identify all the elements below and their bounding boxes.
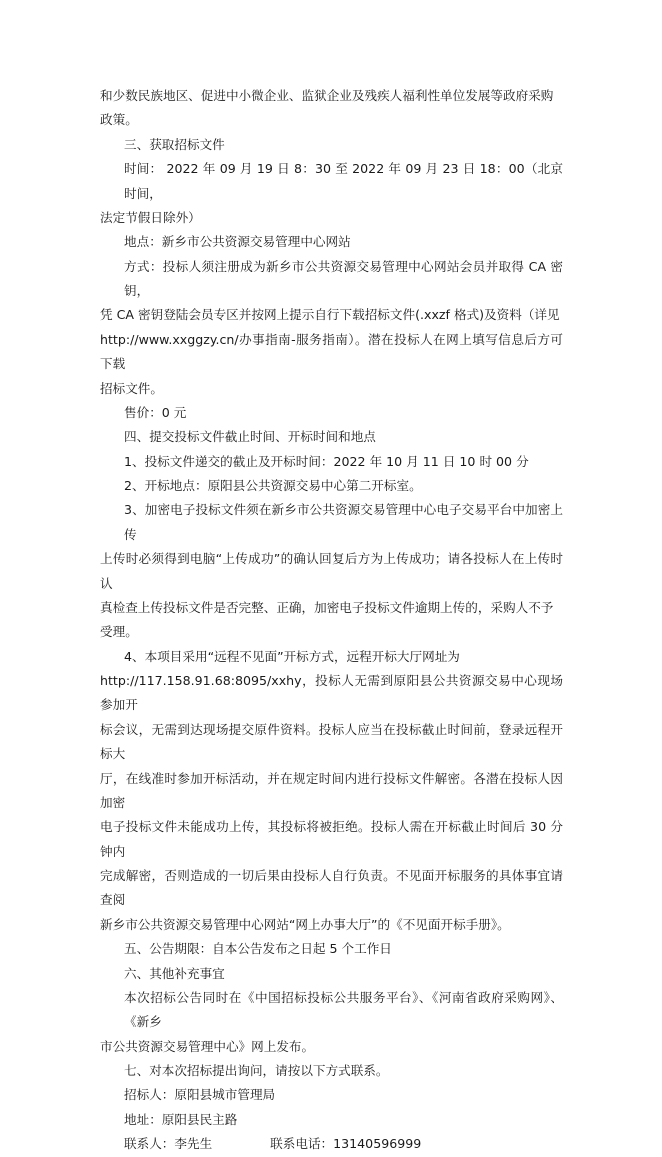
paragraph-section-5 [100, 937, 563, 961]
paragraph-section-4-heading [100, 425, 563, 449]
text-line: 上传时必须得到电脑“上传成功”的确认回复后方为上传成功；请各投标人在上传时认 [100, 551, 563, 591]
text-line: 地点：新乡市公共资源交易管理中心网站 [124, 234, 351, 250]
paragraph-policy-tail [100, 84, 563, 133]
paragraph-address [100, 1108, 563, 1132]
paragraph-section-3-heading [100, 133, 563, 157]
text-line: 1、投标文件递交的截止及开标时间：2022 年 10 月 11 日 10 时 00 分 [124, 453, 529, 469]
text-line: 方式：投标人须注册成为新乡市公共资源交易管理中心网站会员并取得 CA 密钥， [124, 258, 563, 298]
paragraph-item-1 [100, 450, 563, 474]
paragraph-method [100, 255, 563, 401]
text-line: 招标人：原阳县城市管理局 [124, 1087, 276, 1103]
paragraph-time [100, 157, 563, 230]
paragraph-item-3 [100, 498, 563, 644]
paragraph-section-6-heading [100, 962, 563, 986]
text-line: http://www.xxggzy.cn/办事指南-服务指南）。潜在投标人在网上填写信息后方可下载 [100, 331, 563, 372]
text-line: 本次招标公告同时在《中国招标投标公共服务平台》、《河南省政府采购网》、《新乡 [124, 989, 563, 1030]
text-line: 电子投标文件未能成功上传，其投标将被拒绝。投标人需在开标截止时间后 30 分钟内 [100, 819, 563, 859]
text-line: 3、加密电子投标文件须在新乡市公共资源交易管理中心电子交易平台中加密上传 [124, 502, 563, 542]
paragraph-item-2 [100, 474, 563, 498]
text-line: 4、本项目采用“远程不见面”开标方式，远程开标大厅网址为 [124, 648, 460, 664]
text-line: 招标文件。 [100, 380, 163, 396]
text-line: 三、获取招标文件 [124, 136, 225, 152]
text-line: 时间： 2022 年 09 月 19 日 8：30 至 2022 年 09 月 23 日 18：00（北京时间， [124, 161, 563, 201]
contact-line [100, 1132, 563, 1156]
paragraph-location [100, 230, 563, 254]
paragraph-publish-notice [100, 986, 563, 1059]
text-line: 售价：0 元 [124, 404, 187, 420]
text-line: 厅，在线准时参加开标活动，并在规定时间内进行投标文件解密。各潜在投标人因加密 [100, 770, 563, 810]
text-line: http://117.158.91.68:8095/xxhy，投标人无需到原阳县公共资源交易中心现场参加开 [100, 673, 563, 713]
text-line: 新乡市公共资源交易管理中心网站“网上办事大厅”的《不见面开标手册》。 [100, 916, 510, 932]
contact-phone: 联系电话：13140596999 [270, 1136, 422, 1152]
text-line: 和少数民族地区、促进中小微企业、监狱企业及残疾人福利性单位发展等政府采购政策。 [100, 88, 554, 128]
text-line: 标会议，无需到达现场提交原件资料。投标人应当在投标截止时间前，登录远程开标大 [100, 721, 563, 762]
text-line: 法定节假日除外） [100, 209, 201, 225]
contact-person: 联系人：李先生 [124, 1136, 213, 1152]
paragraph-section-7-heading [100, 1059, 563, 1083]
text-line: 地址：原阳县民主路 [124, 1111, 238, 1127]
text-line: 2、开标地点：原阳县公共资源交易中心第二开标室。 [124, 478, 422, 493]
text-line: 五、公告期限：自本公告发布之日起 5 个工作日 [124, 941, 392, 957]
document-body [100, 84, 563, 1157]
paragraph-item-4 [100, 645, 563, 938]
text-line: 七、对本次招标提出询问，请按以下方式联系。 [124, 1063, 389, 1078]
text-line: 凭 CA 密钥登陆会员专区并按网上提示自行下载招标文件(.xxzf 格式)及资料（详见 [100, 307, 560, 323]
text-line: 完成解密，否则造成的一切后果由投标人自行负责。不见面开标服务的具体事宜请查阅 [100, 868, 563, 908]
text-line: 六、其他补充事宜 [124, 965, 225, 981]
paragraph-tenderer [100, 1083, 563, 1107]
text-line: 四、提交投标文件截止时间、开标时间和地点 [124, 429, 376, 445]
paragraph-price [100, 401, 563, 425]
text-line: 真检查上传投标文件是否完整、正确，加密电子投标文件逾期上传的，采购人不予受理。 [100, 599, 554, 640]
text-line: 市公共资源交易管理中心》网上发布。 [100, 1038, 315, 1054]
